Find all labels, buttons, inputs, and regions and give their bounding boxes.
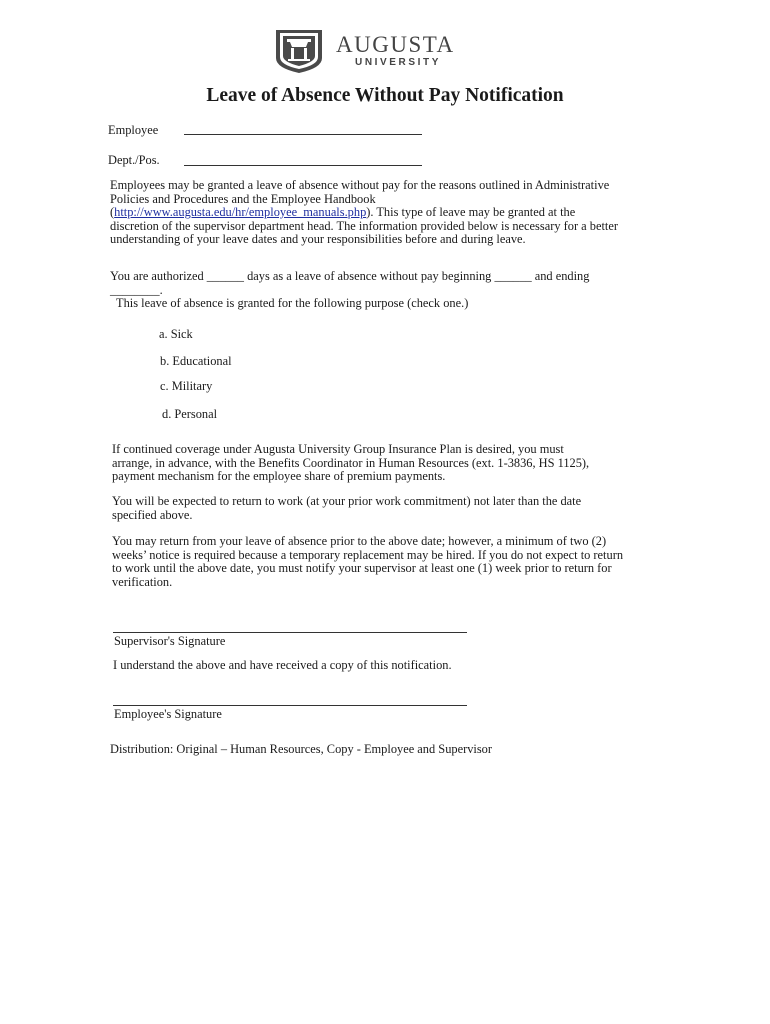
dept-pos-field-line[interactable] xyxy=(184,165,422,166)
insurance-paragraph xyxy=(112,443,589,484)
authorized-line: You are authorized ______ days as a leave of absence without pay beginning ______ and ending xyxy=(110,269,590,283)
authorized-line-end: ________. xyxy=(110,283,163,297)
insurance-line: arrange, in advance, with the Benefits Coordinator in Human Resources (ext. 1-3836, HS 1125), xyxy=(112,455,590,470)
intro-paragraph xyxy=(110,179,618,247)
augusta-university-logo xyxy=(273,28,473,74)
intro-line-rest: ). This type of leave may be granted at the xyxy=(366,205,576,220)
option-personal[interactable]: d. Personal xyxy=(162,407,218,421)
employee-signature-label: Employee's Signature xyxy=(114,707,222,721)
return-early-line: to work until the above date, you must notify your supervisor at least one (1) week prior to return for xyxy=(112,561,612,576)
return-early-paragraph xyxy=(112,535,623,589)
intro-line: understanding of your leave dates and your responsibilities before and during leave. xyxy=(110,232,526,247)
insurance-line: payment mechanism for the employee share of premium payments. xyxy=(112,469,446,484)
intro-line: Employees may be granted a leave of absence without pay for the reasons outlined in Administrative xyxy=(110,178,610,192)
return-early-line: weeks’ notice is required because a temporary replacement may be hired. If you do not expect to return xyxy=(112,547,624,562)
logo-subtitle: UNIVERSITY xyxy=(355,57,442,68)
logo-wordmark: AUGUSTA xyxy=(336,32,455,57)
dept-pos-label: Dept./Pos. xyxy=(108,153,160,167)
employee-field-line[interactable] xyxy=(184,134,422,135)
option-sick[interactable]: a. Sick xyxy=(159,327,193,341)
supervisor-signature-label: Supervisor's Signature xyxy=(114,634,226,648)
return-early-line: You may return from your leave of absence prior to the above date; however, a minimum of two (2) xyxy=(112,534,607,548)
insurance-line: If continued coverage under Augusta University Group Insurance Plan is desired, you must xyxy=(112,442,564,456)
option-educational[interactable]: b. Educational xyxy=(160,354,232,368)
purpose-instruction: This leave of absence is granted for the following purpose (check one.) xyxy=(116,296,469,310)
return-early-line: verification. xyxy=(112,574,173,589)
employee-signature-line[interactable] xyxy=(113,705,467,706)
intro-line: Policies and Procedures and the Employee Handbook xyxy=(110,191,376,206)
option-military[interactable]: c. Military xyxy=(160,379,213,393)
intro-line xyxy=(110,206,618,220)
distribution-note: Distribution: Original – Human Resources, Copy - Employee and Supervisor xyxy=(110,742,492,756)
employee-manuals-link[interactable]: http://www.augusta.edu/hr/employee_manuals.php xyxy=(114,205,367,220)
paren-open: ( xyxy=(110,205,115,220)
shield-emblem-icon xyxy=(273,28,325,74)
return-expected-line: You will be expected to return to work (at your prior work commitment) not later than the date xyxy=(112,494,582,508)
document-title: Leave of Absence Without Pay Notification xyxy=(206,85,564,106)
supervisor-signature-line[interactable] xyxy=(113,632,467,633)
intro-line: discretion of the supervisor department head. The information provided below is necessary for a better xyxy=(110,218,618,233)
return-expected-line: specified above. xyxy=(112,507,193,522)
return-expected-paragraph xyxy=(112,495,581,522)
acknowledgement-text: I understand the above and have received a copy of this notification. xyxy=(113,658,452,672)
employee-label: Employee xyxy=(108,123,159,137)
